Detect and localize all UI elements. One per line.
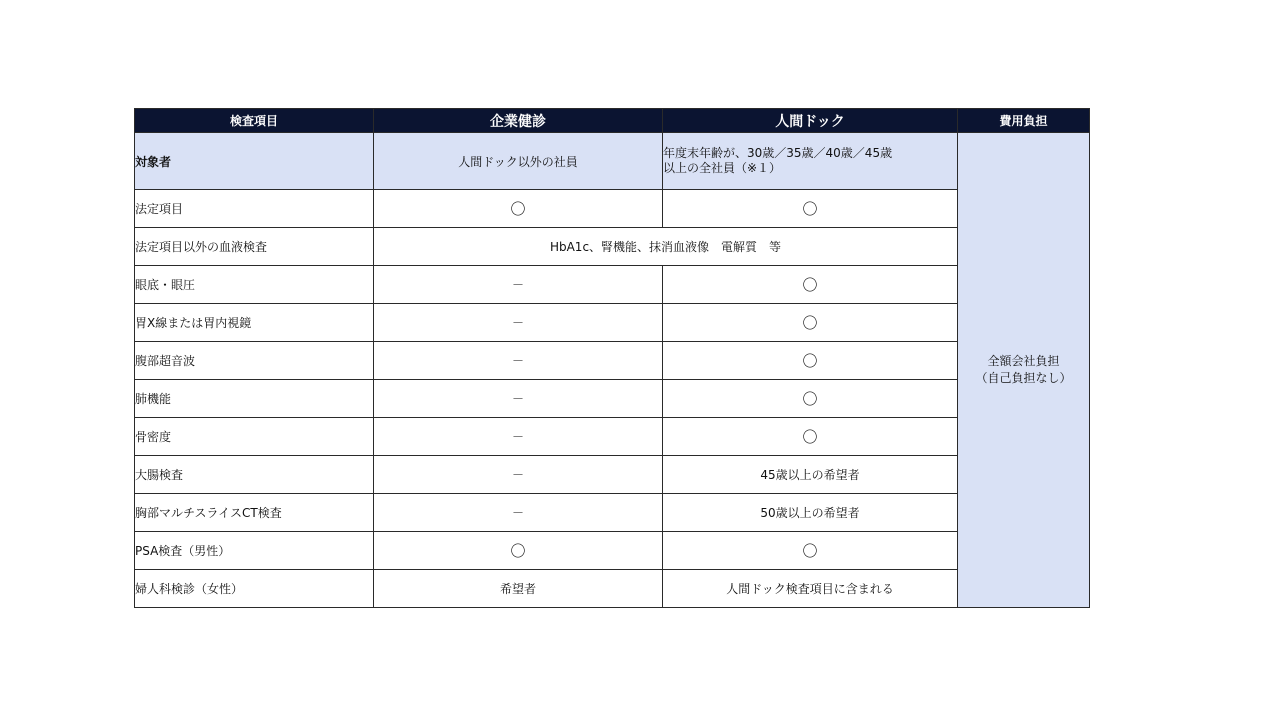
header-corporate-checkup: 企業健診 — [374, 109, 663, 133]
checkup-comparison-table — [134, 108, 1090, 608]
header-row — [135, 109, 1090, 133]
row-dock: 50歳以上の希望者 — [663, 494, 958, 532]
header-exam-item: 検査項目 — [135, 109, 374, 133]
row-corporate: － — [374, 304, 663, 342]
table-row — [135, 494, 1090, 532]
row-dock: 〇 — [663, 342, 958, 380]
table-row — [135, 380, 1090, 418]
target-corporate: 人間ドック以外の社員 — [374, 133, 663, 190]
row-label: 法定項目以外の血液検査 — [135, 228, 374, 266]
header-cost-burden: 費用負担 — [958, 109, 1090, 133]
row-corporate: 〇 — [374, 190, 663, 228]
row-label: 腹部超音波 — [135, 342, 374, 380]
table-row — [135, 266, 1090, 304]
row-dock: 〇 — [663, 266, 958, 304]
row-dock: 〇 — [663, 304, 958, 342]
target-dock-line2: 以上の全社員（※１） — [663, 161, 782, 175]
row-label: 法定項目 — [135, 190, 374, 228]
row-dock: 人間ドック検査項目に含まれる — [663, 570, 958, 608]
row-dock: 〇 — [663, 190, 958, 228]
table-row — [135, 418, 1090, 456]
header-human-dock: 人間ドック — [663, 109, 958, 133]
row-corporate: － — [374, 380, 663, 418]
table-row — [135, 570, 1090, 608]
row-dock: 45歳以上の希望者 — [663, 456, 958, 494]
row-dock: 〇 — [663, 418, 958, 456]
target-dock-line1: 年度末年齢が、30歳／35歳／40歳／45歳 — [663, 146, 893, 160]
table-row — [135, 532, 1090, 570]
row-corporate: 希望者 — [374, 570, 663, 608]
target-row — [135, 133, 1090, 190]
cost-burden-cell — [958, 133, 1090, 608]
row-merged: HbA1c、腎機能、抹消血液像 電解質 等 — [374, 228, 958, 266]
row-label: 胸部マルチスライスCT検査 — [135, 494, 374, 532]
table-row — [135, 190, 1090, 228]
row-label: 大腸検査 — [135, 456, 374, 494]
table-row — [135, 342, 1090, 380]
row-label: 肺機能 — [135, 380, 374, 418]
row-corporate: － — [374, 342, 663, 380]
row-label: 婦人科検診（女性） — [135, 570, 374, 608]
row-dock: 〇 — [663, 380, 958, 418]
target-dock — [663, 133, 958, 190]
table-row — [135, 456, 1090, 494]
target-label: 対象者 — [135, 133, 374, 190]
row-label: 眼底・眼圧 — [135, 266, 374, 304]
cost-line2: （自己負担なし） — [975, 371, 1072, 385]
cost-line1: 全額会社負担 — [987, 354, 1060, 368]
row-label: PSA検査（男性） — [135, 532, 374, 570]
row-corporate: － — [374, 266, 663, 304]
row-corporate: － — [374, 494, 663, 532]
row-label: 骨密度 — [135, 418, 374, 456]
row-corporate: － — [374, 456, 663, 494]
row-corporate: 〇 — [374, 532, 663, 570]
row-corporate: － — [374, 418, 663, 456]
table-row — [135, 228, 1090, 266]
row-dock: 〇 — [663, 532, 958, 570]
row-label: 胃X線または胃内視鏡 — [135, 304, 374, 342]
table-row — [135, 304, 1090, 342]
